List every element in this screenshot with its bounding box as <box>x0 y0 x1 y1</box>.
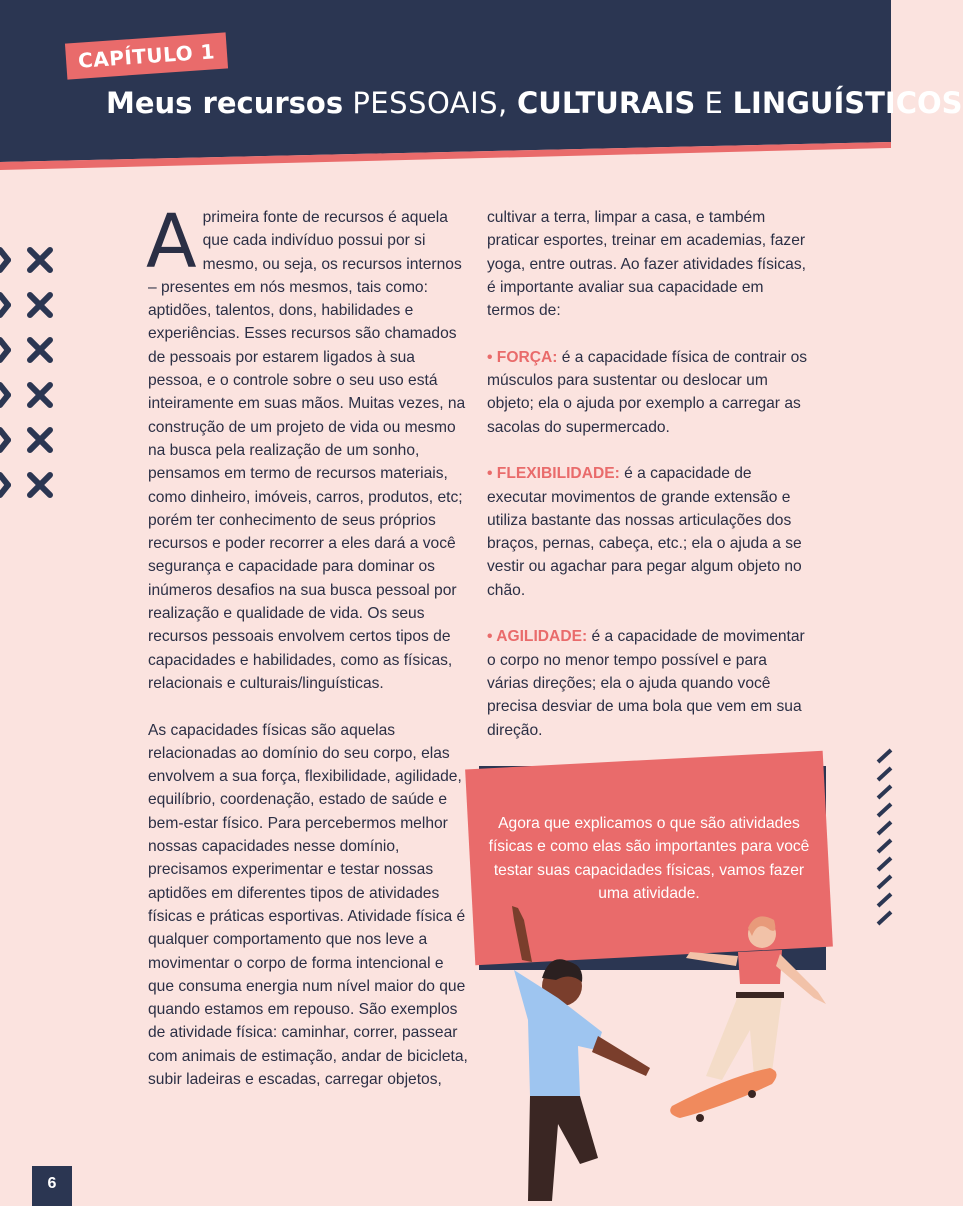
man-pants <box>528 1096 598 1201</box>
dancing-people-illustration <box>500 900 840 1201</box>
woman-left-arm <box>686 952 738 966</box>
title-part-5: LINGUÍSTICOS <box>732 86 963 120</box>
agilidade-text: é a capacidade de movimentar o corpo no menor tempo possível e para várias direções; ela o ajuda quando você precisa desviar de uma bola que vem em sua direção. <box>487 628 805 739</box>
header-banner <box>0 0 963 170</box>
forca-text: é a capacidade física de contrair os músculos para sustentar ou deslocar um objeto; ela o ajuda por exemplo a carregar as sacolas do supermercado. <box>487 348 808 436</box>
page-number: 6 <box>32 1166 72 1206</box>
x-marks-decoration <box>0 240 60 510</box>
title-part-2: PESSOAIS, <box>352 86 508 120</box>
header-background <box>0 0 891 170</box>
text-column-left <box>146 199 470 1115</box>
woman-pants <box>706 996 782 1080</box>
chapter-tag: CAPÍTULO 1 <box>65 32 228 79</box>
title-part-1: Meus recursos <box>106 86 344 120</box>
continuation-paragraph: cultivar a terra, limpar a casa, e também praticar esportes, treinar em academias, fazer yoga, entre outras. Ao fazer atividades físicas, é importante avaliar sua capacidade em termos de: <box>487 209 806 320</box>
intro-text: primeira fonte de recursos é aquela que cada indivíduo possui por si mesmo, ou seja, os recursos internos – presentes em nós mesmos, tais como: aptidões, talentos, dons, habilidades e experiências. Esses recursos são chamados de pessoais por estarem ligados à sua pessoa, e o controle sobre o seu uso está inteiramente em suas mãos. Muitas vezes, na construção de um projeto de vida ou mesmo na busca pela realização de um sonho, pensamos em termo de recursos materiais, como dinheiro, imóveis, carros, produtos, etc; porém ter conhecimento de seus próprios recursos e poder recorrer a eles dará a você segurança e capacidade para dominar os inúmeros desafios na sua busca pessoal por realização e qualidade de vida. Os seus recursos pessoais envolvem certos tipos de capacidades e habilidades, como as físicas, relacionais e culturais/linguísticas. <box>148 209 466 692</box>
forca-item <box>487 346 812 439</box>
title-part-4: E <box>704 86 724 120</box>
callout-text: Agora que explicamos o que são atividades físicas e como elas são importantes para você testar suas capacidades físicas, vamos fazer uma atividade. <box>488 815 810 902</box>
flexibilidade-term: • FLEXIBILIDADE: <box>487 465 620 483</box>
intro-paragraph <box>146 199 470 695</box>
man-arm <box>592 1036 650 1076</box>
text-column-right <box>487 206 812 765</box>
title-part-3: CULTURAIS <box>517 86 696 120</box>
forca-term: • FORÇA: <box>487 348 558 366</box>
woman-top <box>738 950 782 984</box>
skateboard-wheel <box>696 1114 704 1122</box>
agilidade-term: • AGILIDADE: <box>487 628 588 646</box>
page-title <box>106 86 963 120</box>
skateboard-wheel <box>748 1090 756 1098</box>
flexibilidade-text: é a capacidade de executar movimentos de grande extensão e utiliza bastante das nossas articulações dos braços, pernas, cabeça, etc.; ela o ajuda a se vestir ou agachar para pegar algum objeto no chão. <box>487 465 802 599</box>
drop-cap: A <box>146 199 197 285</box>
agilidade-item <box>487 625 812 741</box>
stripes-decoration <box>878 750 891 940</box>
flexibilidade-item <box>487 462 812 602</box>
physical-capacities-paragraph: As capacidades físicas são aquelas relacionadas ao domínio do seu corpo, elas envolvem a sua força, flexibilidade, agilidade, equilíbrio, coordenação, estado de saúde e bem-estar físico. Para percebermos melhor nossas capacidades nesse domínio, precisamos experimentar e testar nossas aptidões em diferentes tipos de atividades físicas e práticas esportivas. Atividade física é qualquer comportamento que nos leve a movimentar o corpo de forma intencional e que consuma energia num nível maior do que quando estamos em repouso. São exemplos de atividade física: caminhar, correr, passear com animais de estimação, andar de bicicleta, subir ladeiras e escadas, carregar objetos, <box>148 721 468 1088</box>
woman-belt <box>736 992 784 998</box>
man-raised-arm <box>512 906 532 962</box>
